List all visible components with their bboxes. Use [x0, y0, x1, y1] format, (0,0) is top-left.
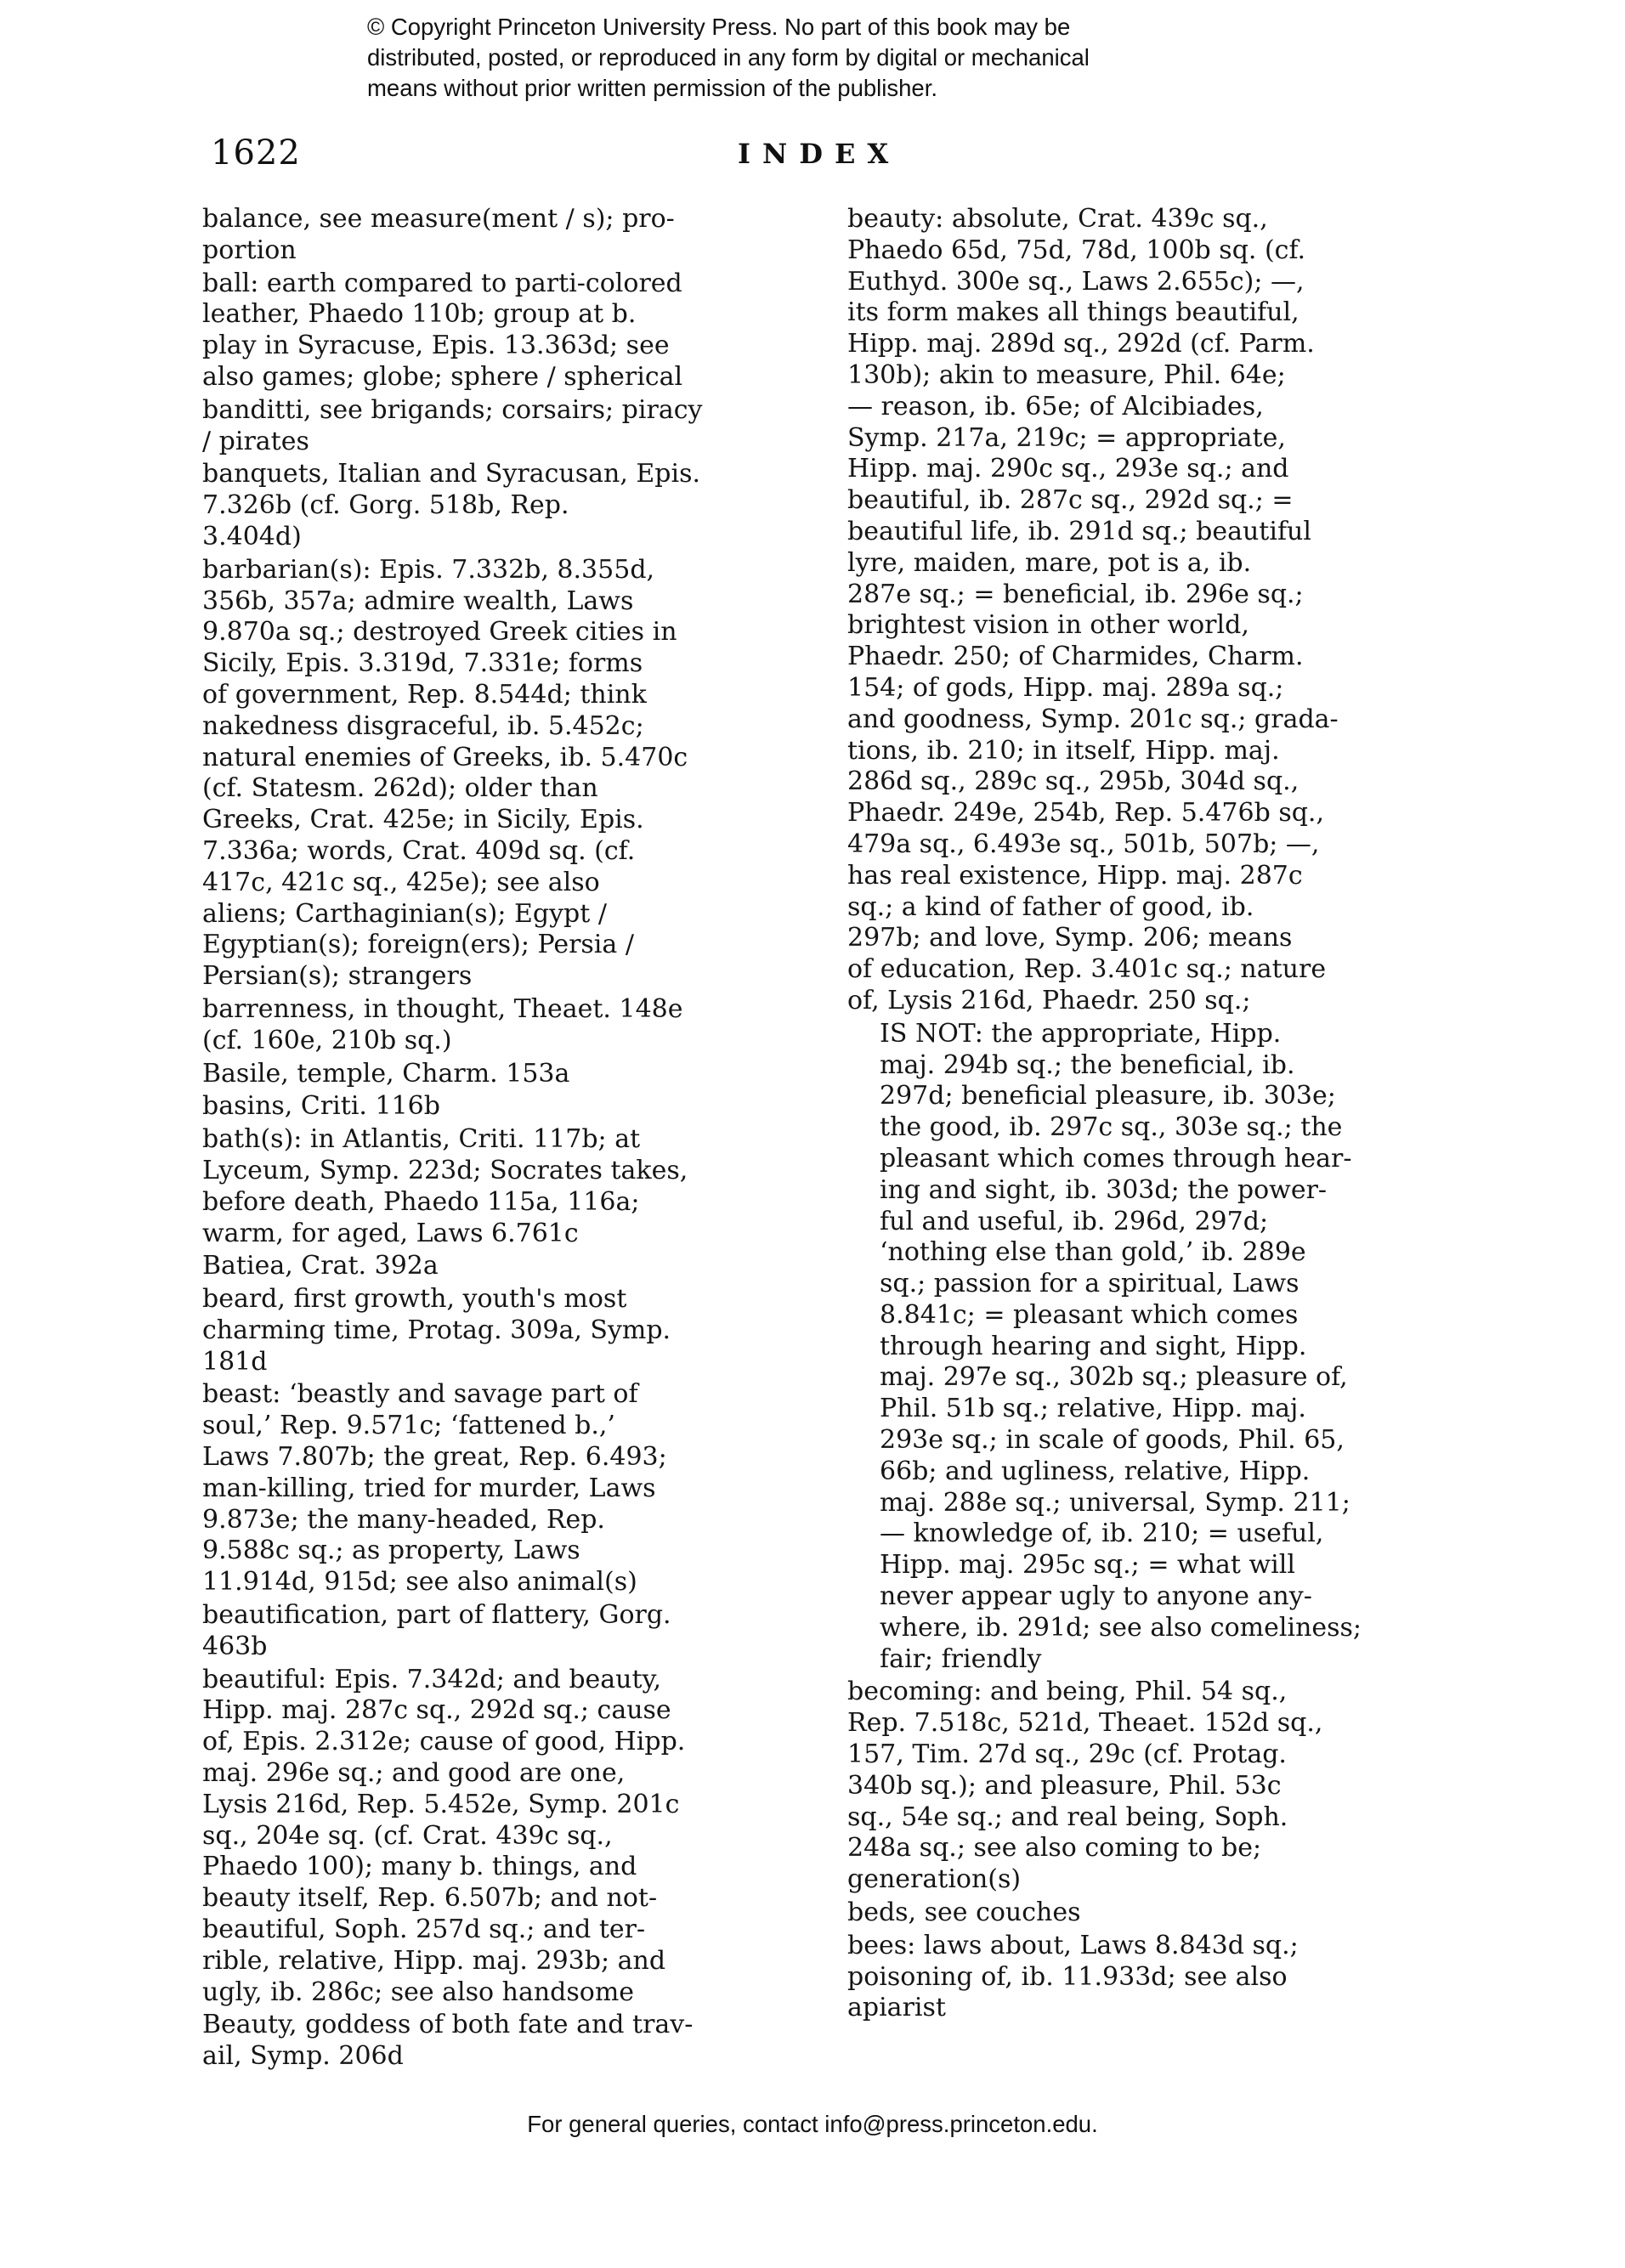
index-entry-line: barrenness, in thought, Theaet. 148e [202, 993, 683, 1024]
index-column-left [202, 204, 797, 2074]
index-entry-line: aliens; Carthaginian(s); Egypt / [202, 898, 607, 929]
index-entry-line: pleasant which comes through hear- [880, 1143, 1352, 1174]
index-entry-line: also games; globe; sphere / spherical [202, 361, 683, 392]
index-entry-line: beautiful: Epis. 7.342d; and beauty, [202, 1664, 662, 1694]
index-entry-line: ing and sight, ib. 303d; the power- [880, 1174, 1328, 1205]
index-entry-line: 287e sq.; = beneficial, ib. 296e sq.; [847, 579, 1304, 609]
index-entry [202, 1284, 797, 1377]
index-entry [202, 1059, 797, 1090]
index-entry-line: bees: laws about, Laws 8.843d sq.; [847, 1930, 1299, 1960]
footer-contact: For general queries, contact info@press.princeton.edu. [527, 2111, 1098, 2137]
index-entry-line: warm, for aged, Laws 6.761c [202, 1218, 579, 1248]
index-entry-line: Euthyd. 300e sq., Laws 2.655c); —, [847, 266, 1305, 297]
index-entry-line: 181d [202, 1346, 268, 1377]
copyright-line: © Copyright Princeton University Press. No part of this book may be [367, 14, 1071, 40]
index-entry-line: Symp. 217a, 219c; = appropriate, [847, 422, 1286, 453]
index-entry [202, 395, 797, 458]
index-entry-line: (cf. Statesm. 262d); older than [202, 773, 598, 804]
index-entry [202, 1600, 797, 1663]
index-entry-line: Basile, temple, Charm. 153a [202, 1058, 570, 1089]
page-header [211, 132, 1435, 183]
index-entry-line: maj. 288e sq.; universal, Symp. 211; [880, 1487, 1350, 1518]
index-entry-line: fair; friendly [880, 1643, 1042, 1674]
index-entry-line: poisoning of, ib. 11.933d; see also [847, 1961, 1288, 1992]
index-entry-line: generation(s) [847, 1864, 1022, 1895]
index-entry [847, 1898, 1447, 1929]
index-entry [202, 459, 797, 552]
index-entry-line: 130b); akin to measure, Phil. 64e; [847, 359, 1286, 390]
index-entry-line: ful and useful, ib. 296d, 297d; [880, 1206, 1269, 1236]
index-entry-line: portion [202, 235, 297, 265]
index-entry [202, 1379, 797, 1598]
index-entry-line: 8.841c; = pleasant which comes [880, 1299, 1299, 1330]
copyright-line: means without prior written permission of the publisher. [367, 75, 938, 101]
index-entry-line: soul,’ Rep. 9.571c; ‘fattened b.,’ [202, 1411, 615, 1441]
index-entry-line: ‘nothing else than gold,’ ib. 289e [880, 1237, 1306, 1268]
index-entry-line: Egyptian(s); foreign(ers); Persia / [202, 930, 634, 960]
copyright-line: distributed, posted, or reproduced in any form by digital or mechanical [367, 44, 1090, 71]
index-entry-line: Phaedr. 249e, 254b, Rep. 5.476b sq., [847, 798, 1325, 829]
index-entry-line: Batiea, Crat. 392a [202, 1251, 439, 1281]
index-entry-line: Phil. 51b sq.; relative, Hipp. maj. [880, 1394, 1306, 1424]
index-entry [202, 1251, 797, 1282]
index-entry-line: before death, Phaedo 115a, 116a; [202, 1186, 640, 1217]
index-entry [202, 1124, 797, 1249]
index-entry-line: beard, first growth, youth's most [202, 1284, 627, 1315]
index-entry-line: banditti, see brigands; corsairs; piracy [202, 394, 703, 425]
index-entry-line: leather, Phaedo 110b; group at b. [202, 299, 637, 330]
index-entry-line: Phaedo 100); many b. things, and [202, 1852, 637, 1882]
index-entry-line: Hipp. maj. 290c sq., 293e sq.; and [847, 454, 1289, 484]
index-entry-line: Lysis 216d, Rep. 5.452e, Symp. 201c [202, 1789, 680, 1819]
index-entry-line: sq., 54e sq.; and real being, Soph. [847, 1801, 1288, 1832]
index-entry-line: Beauty, goddess of both fate and trav- [202, 2010, 694, 2040]
index-entry-line: basins, Criti. 116b [202, 1091, 440, 1122]
index-entry-line: 9.870a sq.; destroyed Greek cities in [202, 617, 677, 648]
index-entry-line: ugly, ib. 286c; see also handsome [202, 1977, 635, 2007]
index-entry [202, 269, 797, 393]
index-entry [202, 994, 797, 1057]
index-entry-line: Sicily, Epis. 3.319d, 7.331e; forms [202, 648, 643, 679]
index-entry-line: lyre, maiden, mare, pot is a, ib. [847, 547, 1252, 578]
index-entry-line: 356b, 357a; admire wealth, Laws [202, 585, 634, 616]
index-entry-line: its form makes all things beautiful, [847, 297, 1299, 328]
index-entry-line: barbarian(s): Epis. 7.332b, 8.355d, [202, 554, 655, 585]
index-entry-line: of government, Rep. 8.544d; think [202, 679, 647, 710]
index-entry-line: through hearing and sight, Hipp. [880, 1331, 1307, 1361]
index-entry-line: the good, ib. 297c sq., 303e sq.; the [880, 1112, 1343, 1143]
index-column-right [847, 204, 1447, 2026]
index-entry-line: 11.914d, 915d; see also animal(s) [202, 1567, 637, 1598]
index-entry-line: tions, ib. 210; in itself, Hipp. maj. [847, 735, 1280, 766]
index-entry-line: apiarist [847, 1993, 946, 2023]
index-entry-line: of education, Rep. 3.401c sq.; nature [847, 954, 1327, 985]
index-entry-line: (cf. 160e, 210b sq.) [202, 1025, 452, 1055]
index-entry-line: ail, Symp. 206d [202, 2041, 404, 2072]
index-entry-line: — knowledge of, ib. 210; = useful, [880, 1519, 1324, 1549]
index-entry-line: rible, relative, Hipp. maj. 293b; and [202, 1945, 666, 1976]
index-entry-line: 417c, 421c sq., 425e); see also [202, 867, 600, 897]
index-entry-line: maj. 294b sq.; the beneficial, ib. [880, 1049, 1295, 1080]
index-entry [202, 1665, 797, 2009]
index-entry-line: 3.404d) [202, 521, 302, 551]
copyright-notice [367, 12, 1285, 104]
index-entry-line: Hipp. maj. 287c sq., 292d sq.; cause [202, 1695, 671, 1726]
index-entry-line: beauty: absolute, Crat. 439c sq., [847, 204, 1268, 234]
index-entry-line: natural enemies of Greeks, ib. 5.470c [202, 742, 688, 772]
index-entry-line: Hipp. maj. 295c sq.; = what will [880, 1550, 1295, 1581]
index-entry-line: 154; of gods, Hipp. maj. 289a sq.; [847, 672, 1284, 703]
index-entry-line: Greeks, Crat. 425e; in Sicily, Epis. [202, 805, 644, 835]
index-entry-line: ball: earth compared to parti-colored [202, 268, 682, 298]
index-entry [847, 1677, 1447, 1896]
index-entry-line: of, Epis. 2.312e; cause of good, Hipp. [202, 1727, 686, 1757]
index-entry [847, 1931, 1447, 2024]
index-entry-line: 9.588c sq.; as property, Laws [202, 1536, 580, 1566]
index-entry-line: 340b sq.); and pleasure, Phil. 53c [847, 1770, 1282, 1801]
index-entry-line: 286d sq., 289c sq., 295b, 304d sq., [847, 766, 1299, 797]
index-entry-line: beautification, part of flattery, Gorg. [202, 1600, 671, 1631]
index-entry-line: 7.326b (cf. Gorg. 518b, Rep. [202, 490, 569, 521]
index-entry-line: and goodness, Symp. 201c sq.; grada- [847, 704, 1339, 734]
index-entry-line: — reason, ib. 65e; of Alcibiades, [847, 391, 1264, 421]
index-entry-line: 297d; beneficial pleasure, ib. 303e; [880, 1081, 1336, 1111]
index-entry-line: 9.873e; the many-headed, Rep. [202, 1504, 605, 1535]
index-entry-line: 248a sq.; see also coming to be; [847, 1833, 1262, 1864]
index-entry [847, 204, 1447, 1017]
index-entry-line: beautiful, ib. 287c sq., 292d sq.; = [847, 485, 1294, 516]
index-entry-line: play in Syracuse, Epis. 13.363d; see [202, 331, 670, 361]
index-entry-line: of, Lysis 216d, Phaedr. 250 sq.; [847, 985, 1251, 1015]
index-entry-line: nakedness disgraceful, ib. 5.452c; [202, 710, 644, 741]
index-entry [202, 555, 797, 993]
index-entry-line: Phaedr. 250; of Charmides, Charm. [847, 642, 1304, 672]
index-entry-line: becoming: and being, Phil. 54 sq., [847, 1677, 1288, 1707]
index-subentry [847, 1019, 1447, 1676]
index-entry-line: Lyceum, Symp. 223d; Socrates takes, [202, 1155, 688, 1185]
index-entry-line: / pirates [202, 426, 309, 456]
index-entry-line: sq.; passion for a spiritual, Laws [880, 1269, 1299, 1299]
index-entry [202, 2010, 797, 2073]
index-entry-line: 157, Tim. 27d sq., 29c (cf. Protag. [847, 1739, 1287, 1770]
index-entry-line: beauty itself, Rep. 6.507b; and not- [202, 1883, 658, 1914]
index-entry-line: Laws 7.807b; the great, Rep. 6.493; [202, 1442, 667, 1473]
index-entry-line: beds, see couches [847, 1898, 1081, 1928]
index-entry-line: sq.; a kind of father of good, ib. [847, 891, 1254, 922]
index-entry-line: charming time, Protag. 309a, Symp. [202, 1315, 671, 1345]
index-entry-line: maj. 296e sq.; and good are one, [202, 1758, 626, 1789]
index-entry-line: never appear ugly to anyone any- [880, 1581, 1312, 1612]
index-entry-line: 463b [202, 1631, 268, 1661]
index-entry-line: beautiful, Soph. 257d sq.; and ter- [202, 1915, 646, 1945]
index-entry-line: brightest vision in other world, [847, 610, 1249, 641]
index-entry-line: IS NOT: the appropriate, Hipp. [880, 1018, 1282, 1049]
index-entry-line: 66b; and ugliness, relative, Hipp. [880, 1456, 1311, 1486]
index-entry-line: has real existence, Hipp. maj. 287c [847, 860, 1303, 891]
index-entry-line: Persian(s); strangers [202, 961, 473, 992]
index-entry [202, 204, 797, 267]
index-entry-line: where, ib. 291d; see also comeliness; [880, 1612, 1362, 1643]
index-entry-line: Hipp. maj. 289d sq., 292d (cf. Parm. [847, 329, 1315, 359]
index-entry-line: 293e sq.; in scale of goods, Phil. 65, [880, 1425, 1345, 1456]
index-entry-line: beautiful life, ib. 291d sq.; beautiful [847, 516, 1311, 546]
index-entry-line: 297b; and love, Symp. 206; means [847, 923, 1293, 953]
index-entry-line: sq., 204e sq. (cf. Crat. 439c sq., [202, 1820, 613, 1851]
index-entry-line: bath(s): in Atlantis, Criti. 117b; at [202, 1124, 641, 1155]
index-entry [202, 1091, 797, 1123]
index-entry-line: man-killing, tried for murder, Laws [202, 1473, 656, 1503]
index-entry-line: 479a sq., 6.493e sq., 501b, 507b; —, [847, 829, 1320, 859]
index-entry-line: Rep. 7.518c, 521d, Theaet. 152d sq., [847, 1708, 1323, 1739]
running-head: INDEX [738, 138, 901, 170]
index-entry-line: Phaedo 65d, 75d, 78d, 100b sq. (cf. [847, 235, 1306, 265]
index-entry-line: beast: ‘beastly and savage part of [202, 1379, 638, 1410]
page-number: 1622 [211, 133, 301, 173]
index-entry-line: 7.336a; words, Crat. 409d sq. (cf. [202, 835, 636, 866]
index-entry-line: balance, see measure(ment / s); pro- [202, 204, 675, 234]
index-entry-line: maj. 297e sq., 302b sq.; pleasure of, [880, 1362, 1348, 1393]
index-entry-line: banquets, Italian and Syracusan, Epis. [202, 459, 701, 489]
